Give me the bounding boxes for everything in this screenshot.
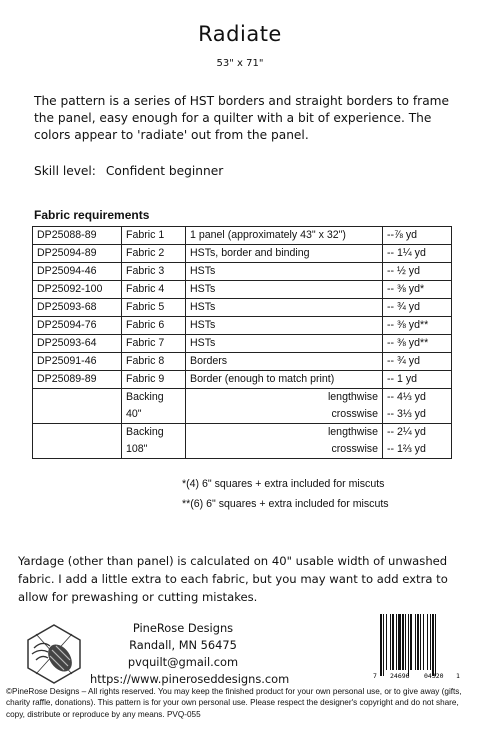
barcode-bar	[386, 614, 387, 670]
backing-quantity-cell	[383, 389, 452, 424]
fabric-cell: Fabric 3	[122, 263, 186, 281]
barcode-right-digit: 1	[456, 672, 460, 680]
table-row	[33, 317, 452, 335]
backing-direction: crosswise	[331, 443, 378, 455]
sku-cell: DP25088-89	[33, 227, 122, 245]
sku-cell: DP25089-89	[33, 371, 122, 389]
description-cell: HSTs	[186, 335, 383, 353]
backing-label-cell	[122, 424, 186, 459]
backing-row	[33, 389, 452, 424]
fabric-requirements-heading: Fabric requirements	[34, 208, 150, 222]
table-row	[33, 245, 452, 263]
contact-info	[90, 620, 290, 688]
table-row	[33, 335, 452, 353]
description-cell: HSTs	[186, 281, 383, 299]
quantity-cell: -- ¾ yd	[383, 299, 452, 317]
description-cell: HSTs, border and binding	[186, 245, 383, 263]
barcode-bar	[415, 614, 416, 670]
backing-direction: lengthwise	[327, 426, 378, 438]
backing-direction: lengthwise	[327, 391, 378, 403]
table-row	[33, 263, 452, 281]
barcode-bar	[430, 614, 431, 670]
table-row	[33, 353, 452, 371]
barcode-bar	[380, 614, 382, 676]
quantity-cell: -- ¾ yd	[383, 353, 452, 371]
quilt-size: 53" x 71"	[216, 58, 264, 69]
fabric-cell: Fabric 4	[122, 281, 186, 299]
fabric-cell: Fabric 9	[122, 371, 186, 389]
backing-row	[33, 424, 452, 459]
backing-quantity: -- 4⅓ yd	[387, 391, 426, 403]
quantity-cell: -- 1 yd	[383, 371, 452, 389]
company-address: Randall, MN 56475	[129, 638, 237, 652]
contact-email[interactable]: pvquilt@gmail.com	[127, 655, 239, 669]
footnote-double-star: **(6) 6" squares + extra included for miscuts	[182, 498, 389, 510]
backing-label-cell	[122, 389, 186, 424]
fabric-cell: Fabric 7	[122, 335, 186, 353]
table-row	[33, 281, 452, 299]
fabric-cell: Fabric 1	[122, 227, 186, 245]
description-cell: Border (enough to match print)	[186, 371, 383, 389]
barcode-bar	[420, 614, 421, 670]
backing-description-cell	[186, 424, 383, 459]
skill-level	[34, 164, 223, 178]
description-cell: Borders	[186, 353, 383, 371]
barcode-icon	[372, 612, 462, 684]
footnotes	[182, 474, 389, 514]
barcode-bar	[396, 614, 397, 670]
website-link[interactable]: https://www.pineroseddesigns.com	[90, 672, 290, 686]
barcode-bar	[398, 614, 401, 670]
skill-level-value: Confident beginner	[105, 164, 224, 178]
empty-cell	[33, 389, 122, 424]
barcode-bar	[432, 614, 434, 676]
backing-quantity: -- 1⅔ yd	[387, 443, 426, 455]
barcode-bar	[408, 614, 409, 676]
description-cell: 1 panel (approximately 43" x 32")	[186, 227, 383, 245]
sku-cell: DP25093-68	[33, 299, 122, 317]
description-cell: HSTs	[186, 317, 383, 335]
sku-cell: DP25092-100	[33, 281, 122, 299]
company-name: PineRose Designs	[132, 621, 234, 635]
barcode-left-digit: 7	[373, 672, 377, 680]
sku-cell: DP25093-64	[33, 335, 122, 353]
table-row	[33, 227, 452, 245]
backing-quantity: -- 3⅓ yd	[387, 408, 426, 420]
quantity-cell: -- 1¼ yd	[383, 245, 452, 263]
yardage-note: Yardage (other than panel) is calculated on 40" usable width of unwashed fabric. I add a little extra to each fabric, but you may want to add extra to allow for prewashing or cutting mistakes.	[18, 554, 448, 604]
barcode-bar	[423, 614, 424, 670]
fabric-cell: Fabric 8	[122, 353, 186, 371]
fabric-cell: Fabric 6	[122, 317, 186, 335]
backing-description-cell	[186, 389, 383, 424]
backing-direction: crosswise	[331, 408, 378, 420]
backing-quantity-cell	[383, 424, 452, 459]
barcode-bar	[417, 614, 419, 670]
sku-cell: DP25091-46	[33, 353, 122, 371]
skill-level-label: Skill level:	[34, 164, 96, 178]
copyright-notice: ©PineRose Designs – All rights reserved. You may keep the finished product for your own personal use, or to give away (gifts, charity raffle, donations). This pattern is for your own personal use. Please respect the designer's copyright and do not share, copy, distribute or reproduce by any means. PVQ-055	[6, 687, 462, 719]
barcode-bar	[405, 614, 406, 670]
description-cell: HSTs	[186, 299, 383, 317]
fabric-cell: Fabric 2	[122, 245, 186, 263]
table-row	[33, 299, 452, 317]
sku-cell: DP25094-89	[33, 245, 122, 263]
table-row	[33, 371, 452, 389]
empty-cell	[33, 424, 122, 459]
sku-cell: DP25094-46	[33, 263, 122, 281]
fabric-requirements-table	[32, 226, 452, 459]
description-cell: HSTs	[186, 263, 383, 281]
backing-label: Backing	[126, 426, 164, 438]
barcode-group-2: 04320	[424, 672, 444, 680]
fabric-cell: Fabric 5	[122, 299, 186, 317]
barcode-bar	[410, 614, 412, 670]
barcode-bar	[383, 614, 384, 676]
barcode-bar	[427, 614, 428, 670]
barcode-bar	[390, 614, 391, 670]
footnote-single-star: *(4) 6" squares + extra included for miscuts	[182, 478, 385, 490]
barcode-bar	[402, 614, 404, 670]
quantity-cell: -- ⅜ yd*	[383, 281, 452, 299]
backing-width: 40"	[126, 408, 142, 420]
quantity-cell: -- ½ yd	[383, 263, 452, 281]
backing-label: Backing	[126, 391, 164, 403]
intro-paragraph: The pattern is a series of HST borders and straight borders to frame the panel, easy enough for a quilter with a bit of experience. The colors appear to 'radiate' out from the panel.	[34, 94, 450, 142]
backing-width: 108"	[126, 443, 148, 455]
pattern-title: Radiate	[198, 22, 282, 46]
quantity-cell: -- ⅜ yd**	[383, 317, 452, 335]
backing-quantity: -- 2¼ yd	[387, 426, 426, 438]
barcode-bar	[435, 614, 436, 676]
quantity-cell: -- ⅜ yd**	[383, 335, 452, 353]
quantity-cell: --⅞ yd	[383, 227, 452, 245]
barcode-bar	[392, 614, 394, 670]
sku-cell: DP25094-76	[33, 317, 122, 335]
pinecone-logo-icon	[22, 622, 86, 686]
barcode-group-1: 24696	[390, 672, 410, 680]
